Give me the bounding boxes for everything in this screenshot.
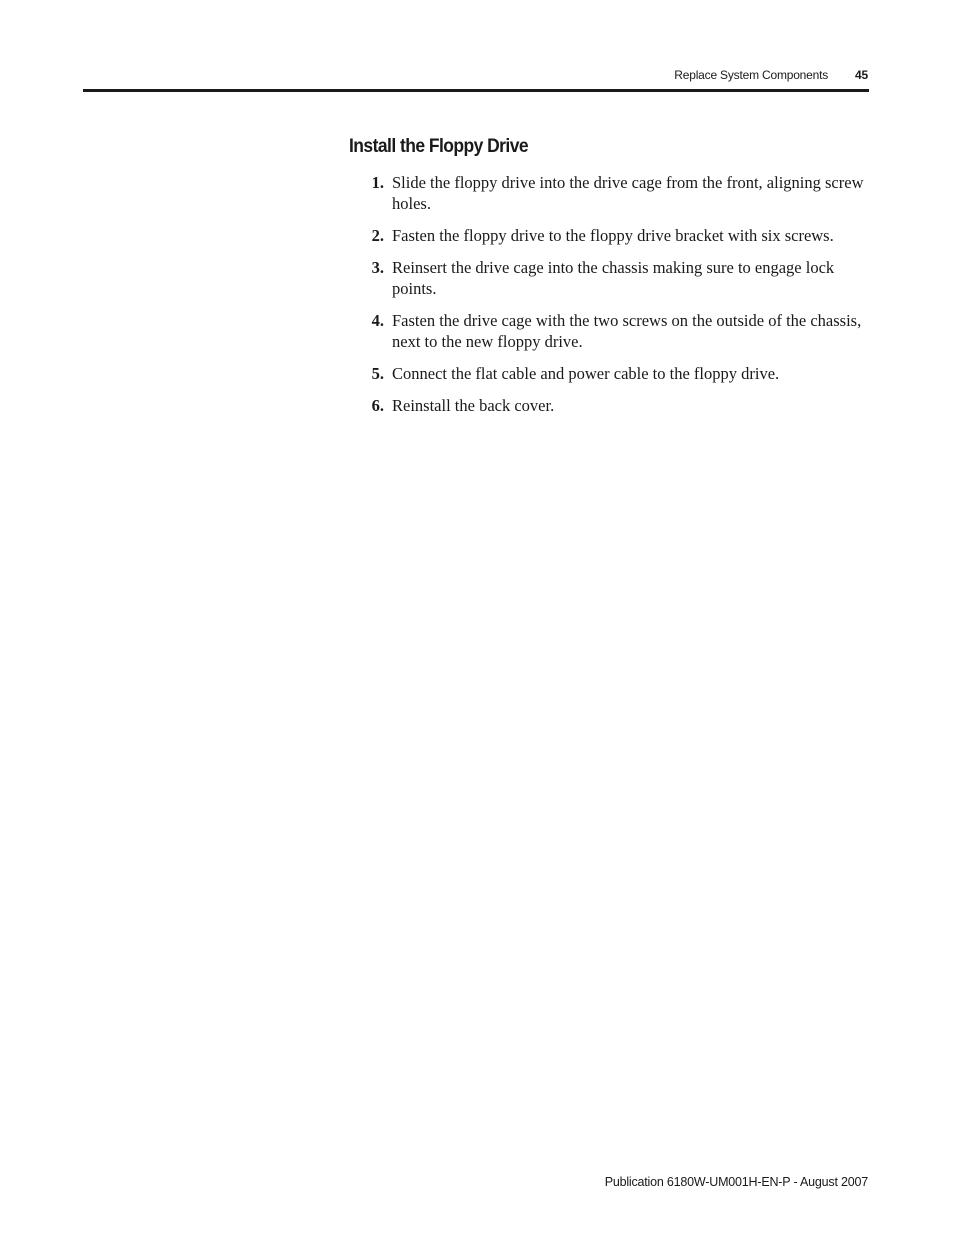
step-text: Slide the floppy drive into the drive cage from the front, aligning screw holes. [392,173,864,213]
step-text: Reinsert the drive cage into the chassis making sure to engage lock points. [392,258,835,298]
page-number: 45 [855,68,868,82]
step-number: 2. [371,226,384,245]
step-number: 6. [371,396,384,415]
step-item [349,310,869,352]
step-number: 5. [371,364,384,383]
step-item [349,257,869,299]
step-text: Reinstall the back cover. [392,396,555,415]
step-text: Fasten the floppy drive to the floppy drive bracket with six screws. [392,226,834,245]
page-title: Install the Floppy Drive [349,136,529,157]
step-item [349,172,869,214]
step-number: 4. [371,311,384,330]
publication-footer: Publication 6180W-UM001H-EN-P - August 2007 [604,1175,868,1189]
step-text: Connect the flat cable and power cable to the floppy drive. [392,364,780,383]
main-content [349,134,869,427]
header-section-title: Replace System Components [674,68,829,82]
step-item [349,395,869,416]
step-number: 1. [371,173,384,192]
step-number: 3. [371,258,384,277]
step-text: Fasten the drive cage with the two screws on the outside of the chassis, next to the new floppy drive. [392,311,862,351]
steps-list [349,172,869,416]
running-header [674,66,868,84]
step-item [349,225,869,246]
header-rule [83,89,869,92]
step-item [349,363,869,384]
